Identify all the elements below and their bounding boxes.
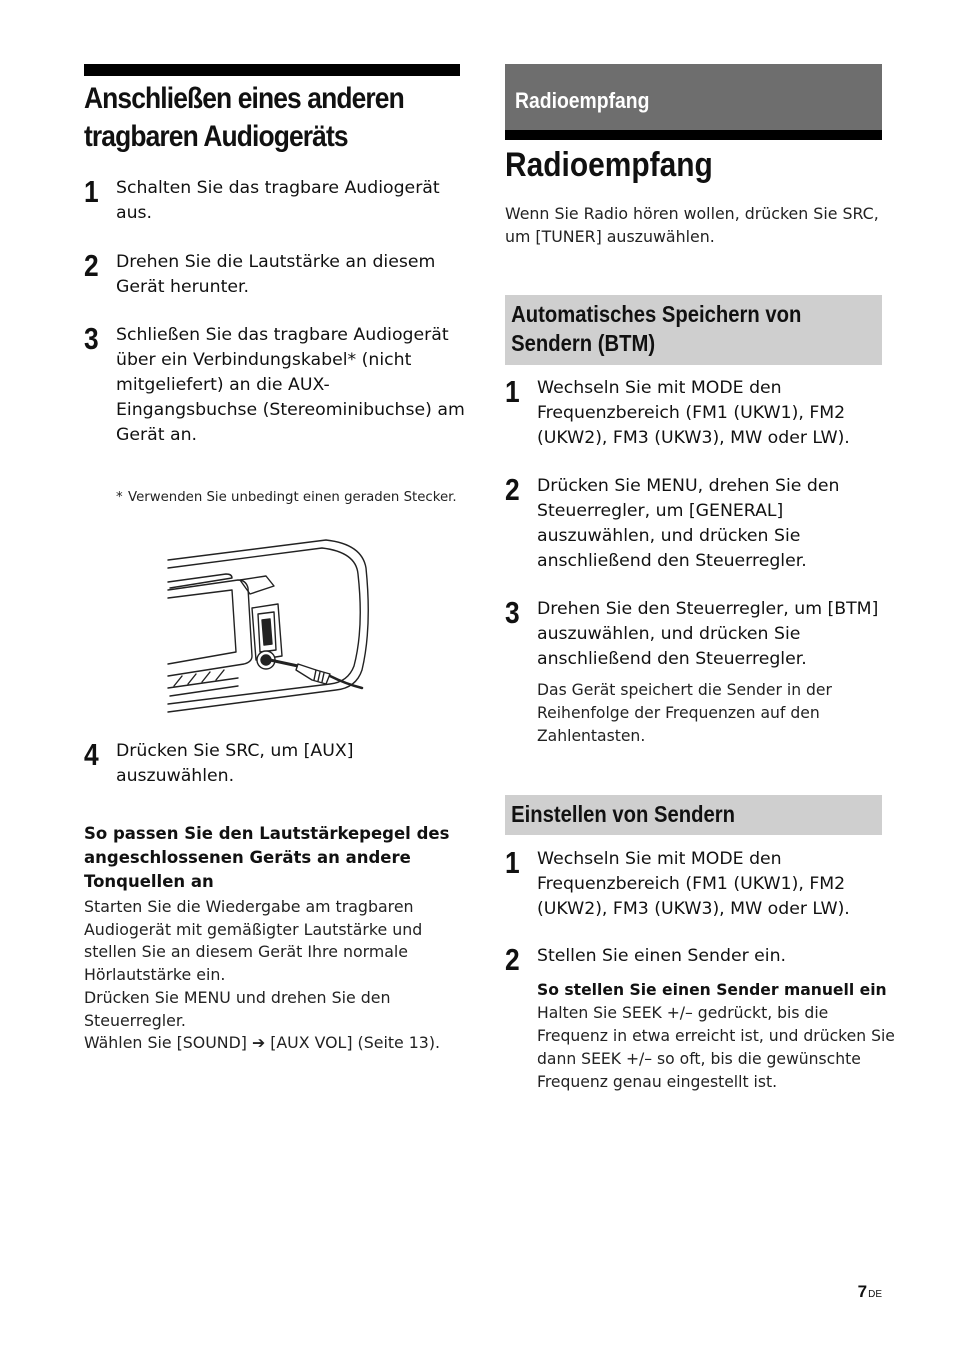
manual-tuning-text: Halten Sie SEEK +/– gedrückt, bis die Frequenz in etwa erreicht ist, und drücken Sie dann SEEK +/– so oft, bis die gewünschte Frequenz genau eingestellt ist. bbox=[537, 1004, 895, 1091]
banner-rule bbox=[505, 130, 882, 140]
step-text: Drehen Sie den Steuerregler, um [BTM] auszuwählen, und drücken Sie anschließend den Steuerregler. bbox=[537, 599, 879, 669]
step-number: 2 bbox=[505, 942, 520, 977]
page-number-value: 7 bbox=[857, 1282, 868, 1301]
footnote-text: Verwenden Sie unbedingt einen geraden Stecker. bbox=[128, 490, 457, 505]
title-line-2: tragbaren Audiogeräts bbox=[84, 120, 348, 153]
step-text: Wechseln Sie mit MODE den Frequenzbereich (FM1 (UKW1), FM2 (UKW2), FM3 (UKW3), MW oder LW). bbox=[537, 849, 850, 919]
body-paragraph: Drücken Sie MENU und drehen Sie den Steuerregler. bbox=[84, 987, 391, 1030]
chapter-banner bbox=[505, 64, 882, 130]
section-title-radio: Radioempfang bbox=[505, 146, 713, 184]
body-paragraph: Wählen Sie [SOUND] ➔ [AUX VOL] (Seite 13). bbox=[84, 1033, 441, 1053]
manual-tuning-title: So stellen Sie einen Sender manuell ein bbox=[537, 981, 887, 999]
step-text: Wechseln Sie mit MODE den Frequenzbereich (FM1 (UKW1), FM2 (UKW2), FM3 (UKW3), MW oder LW). bbox=[537, 378, 850, 448]
step-text: Drehen Sie die Lautstärke an diesem Gerät herunter. bbox=[116, 252, 436, 297]
section-title-aux bbox=[84, 80, 418, 156]
subsection-title: Automatisches Speichern von Sendern (BTM) bbox=[511, 301, 802, 356]
volume-level-body bbox=[84, 896, 464, 1055]
heading-rule bbox=[84, 64, 460, 76]
manual-tuning-note bbox=[537, 979, 897, 1094]
subsection-title: Einstellen von Sendern bbox=[511, 801, 735, 827]
step-number: 3 bbox=[84, 321, 99, 356]
device-aux-connection-illustration bbox=[166, 538, 462, 714]
step-number: 4 bbox=[84, 737, 99, 772]
step-text: Stellen Sie einen Sender ein. bbox=[537, 946, 787, 966]
step-number: 1 bbox=[505, 374, 520, 409]
step-text: Schließen Sie das tragbare Audiogerät über ein Verbindungskabel* (nicht mitgeliefert) an die AUX-Eingangsbuchse (Stereominibuchse) am Gerät an. bbox=[116, 325, 465, 445]
volume-level-subheading: So passen Sie den Lautstärkepegel des angeschlossenen Geräts an andere Tonquellen an bbox=[84, 824, 450, 891]
step-number: 1 bbox=[84, 174, 99, 209]
step-number: 3 bbox=[505, 595, 520, 630]
step-number: 2 bbox=[505, 472, 520, 507]
step-text: Drücken Sie SRC, um [AUX] auszuwählen. bbox=[116, 741, 354, 786]
title-line-1: Anschließen eines anderen bbox=[84, 82, 404, 115]
step-text: Drücken Sie MENU, drehen Sie den Steuerregler, um [GENERAL] auszuwählen, und drücken Sie anschließend den Steuerregler. bbox=[537, 476, 840, 571]
page-language-suffix: DE bbox=[868, 1289, 882, 1300]
subsection-header-tuning bbox=[505, 795, 882, 835]
subsection-header-btm bbox=[505, 295, 882, 365]
step-number: 1 bbox=[505, 845, 520, 880]
footnote bbox=[116, 488, 476, 508]
footnote-mark: * bbox=[116, 490, 123, 505]
intro-text: Wenn Sie Radio hören wollen, drücken Sie SRC, um [TUNER] auszuwählen. bbox=[505, 204, 879, 246]
chapter-banner-title: Radioempfang bbox=[515, 88, 650, 113]
btm-note: Das Gerät speichert die Sender in der Reihenfolge der Frequenzen auf den Zahlentasten. bbox=[537, 681, 832, 745]
step-number: 2 bbox=[84, 248, 99, 283]
body-paragraph: Starten Sie die Wiedergabe am tragbaren Audiogerät mit gemäßigter Lautstärke und stellen Sie an diesem Gerät Ihre normale Hörlautstärke ein. bbox=[84, 897, 423, 985]
page-number bbox=[858, 1282, 882, 1302]
step-text: Schalten Sie das tragbare Audiogerät aus. bbox=[116, 178, 440, 223]
